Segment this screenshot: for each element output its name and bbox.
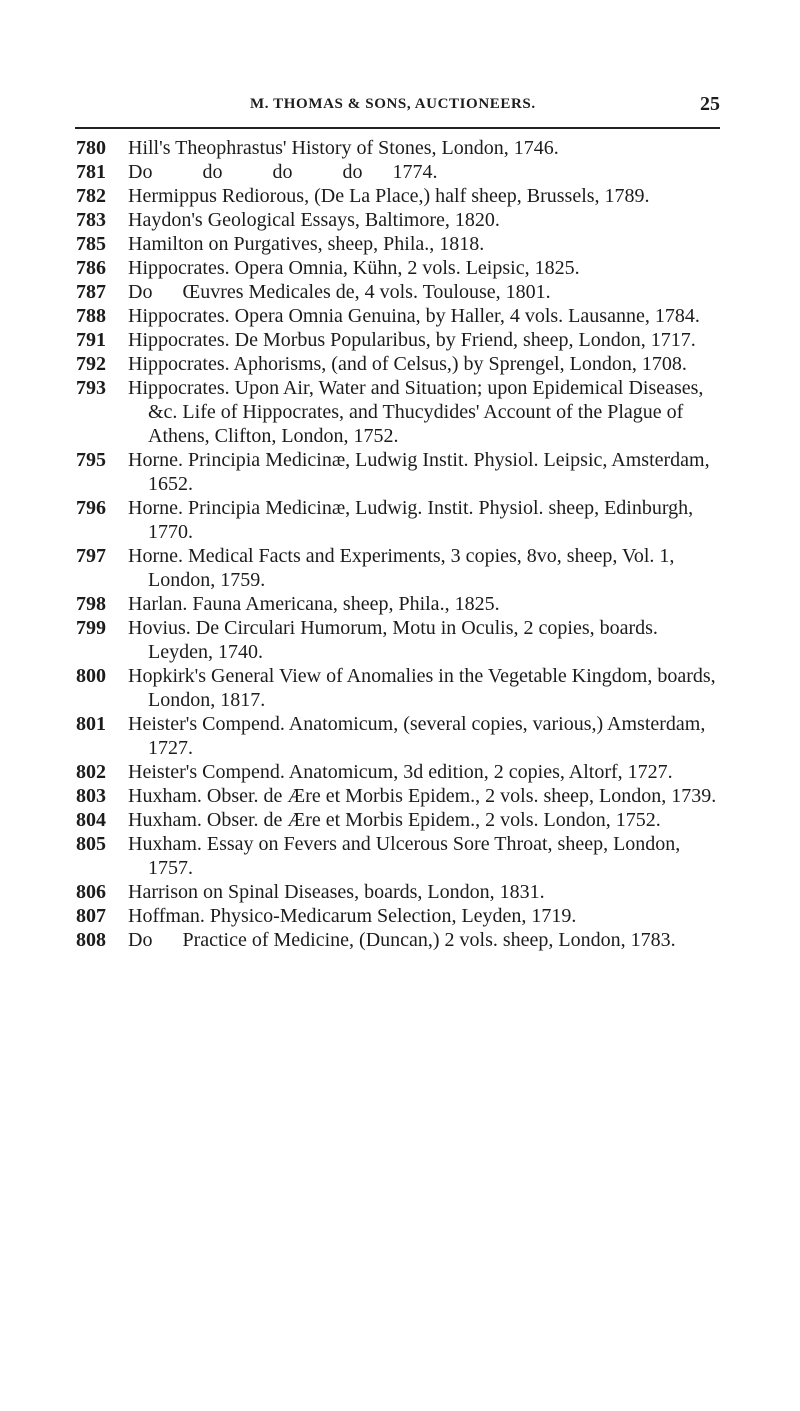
lot-number: 786 <box>76 257 106 279</box>
lot-description: Huxham. Obser. de Ære et Morbis Epidem., 2 vols. sheep, London, 1739. <box>128 785 717 807</box>
lot-number: 801 <box>76 713 106 735</box>
lot-number: 781 <box>76 161 106 183</box>
lot-description: Huxham. Obser. de Ære et Morbis Epidem., 2 vols. London, 1752. <box>128 809 661 831</box>
header-rule <box>75 127 720 129</box>
lot-description: Heister's Compend. Anatomicum, 3d edition, 2 copies, Altorf, 1727. <box>128 761 673 783</box>
lot-number: 782 <box>76 185 106 207</box>
lot-description: Horne. Principia Medicinæ, Ludwig Instit. Physiol. Leipsic, Amsterdam, 1652. <box>128 449 715 495</box>
lot-number: 800 <box>76 665 106 687</box>
catalog-entry <box>76 664 726 712</box>
lot-number: 797 <box>76 545 106 567</box>
catalog-entry <box>76 712 726 760</box>
lot-description: Hippocrates. Opera Omnia Genuina, by Haller, 4 vols. Lausanne, 1784. <box>128 305 700 327</box>
lot-number: 791 <box>76 329 106 351</box>
lot-number: 802 <box>76 761 106 783</box>
lot-description: Hovius. De Circulari Humorum, Motu in Oculis, 2 copies, boards. Leyden, 1740. <box>128 617 663 663</box>
lot-number: 798 <box>76 593 106 615</box>
lot-number: 796 <box>76 497 106 519</box>
lot-number: 804 <box>76 809 106 831</box>
catalog-entry <box>76 232 726 256</box>
lot-description: Do Practice of Medicine, (Duncan,) 2 vols. sheep, London, 1783. <box>128 929 676 951</box>
catalog-entry <box>76 328 726 352</box>
lot-number: 799 <box>76 617 106 639</box>
lot-description: Do do do do 1774. <box>128 161 438 183</box>
lot-description: Heister's Compend. Anatomicum, (several copies, various,) Amsterdam, 1727. <box>128 713 711 759</box>
page-header <box>60 93 720 126</box>
lot-number: 805 <box>76 833 106 855</box>
catalog-entry <box>76 448 726 496</box>
catalog-entry <box>76 184 726 208</box>
catalog-entry <box>76 904 726 928</box>
catalog-entry <box>76 808 726 832</box>
lot-number: 807 <box>76 905 106 927</box>
lot-description: Haydon's Geological Essays, Baltimore, 1820. <box>128 209 500 231</box>
lot-number: 795 <box>76 449 106 471</box>
lot-description: Hippocrates. De Morbus Popularibus, by Friend, sheep, London, 1717. <box>128 329 696 351</box>
page-number: 25 <box>700 93 720 115</box>
lot-description: Hermippus Rediorous, (De La Place,) half sheep, Brussels, 1789. <box>128 185 650 207</box>
catalog-entry <box>76 496 726 544</box>
catalog-entry <box>76 304 726 328</box>
lot-description: Do Œuvres Medicales de, 4 vols. Toulouse, 1801. <box>128 281 551 303</box>
catalog-entry <box>76 256 726 280</box>
lot-number: 788 <box>76 305 106 327</box>
catalog-entry <box>76 544 726 592</box>
lot-number: 785 <box>76 233 106 255</box>
lot-number: 780 <box>76 137 106 159</box>
lot-description: Horne. Medical Facts and Experiments, 3 copies, 8vo, sheep, Vol. 1, London, 1759. <box>128 545 680 591</box>
running-head: M. THOMAS & SONS, AUCTIONEERS. <box>250 96 536 112</box>
catalog-entry <box>76 880 726 904</box>
lot-description: Harlan. Fauna Americana, sheep, Phila., 1825. <box>128 593 500 615</box>
lot-description: Hopkirk's General View of Anomalies in the Vegetable Kingdom, boards, London, 1817. <box>128 665 721 711</box>
lot-description: Huxham. Essay on Fevers and Ulcerous Sore Throat, sheep, London, 1757. <box>128 833 686 879</box>
catalog-entries <box>76 136 726 952</box>
lot-description: Hippocrates. Upon Air, Water and Situation; upon Epidemical Diseases, &c. Life of Hippocrates, and Thucydides' Account of the Plague of Athens, Clifton, London, 1752. <box>128 377 709 447</box>
catalog-entry <box>76 784 726 808</box>
lot-description: Hippocrates. Aphorisms, (and of Celsus,) by Sprengel, London, 1708. <box>128 353 687 375</box>
lot-description: Horne. Principia Medicinæ, Ludwig. Instit. Physiol. sheep, Edinburgh, 1770. <box>128 497 699 543</box>
catalog-entry <box>76 352 726 376</box>
lot-description: Hoffman. Physico-Medicarum Selection, Leyden, 1719. <box>128 905 577 927</box>
lot-description: Hill's Theophrastus' History of Stones, London, 1746. <box>128 137 559 159</box>
lot-description: Hippocrates. Opera Omnia, Kühn, 2 vols. Leipsic, 1825. <box>128 257 580 279</box>
lot-number: 787 <box>76 281 106 303</box>
catalog-entry <box>76 616 726 664</box>
catalog-entry <box>76 136 726 160</box>
lot-number: 783 <box>76 209 106 231</box>
catalog-entry <box>76 160 726 184</box>
lot-number: 793 <box>76 377 106 399</box>
catalog-entry <box>76 760 726 784</box>
lot-number: 792 <box>76 353 106 375</box>
lot-description: Harrison on Spinal Diseases, boards, London, 1831. <box>128 881 545 903</box>
lot-number: 803 <box>76 785 106 807</box>
catalog-entry <box>76 592 726 616</box>
catalog-entry <box>76 928 726 952</box>
lot-number: 808 <box>76 929 106 951</box>
catalog-entry <box>76 208 726 232</box>
lot-number: 806 <box>76 881 106 903</box>
lot-description: Hamilton on Purgatives, sheep, Phila., 1818. <box>128 233 485 255</box>
catalog-entry <box>76 376 726 448</box>
catalog-entry <box>76 280 726 304</box>
catalog-entry <box>76 832 726 880</box>
